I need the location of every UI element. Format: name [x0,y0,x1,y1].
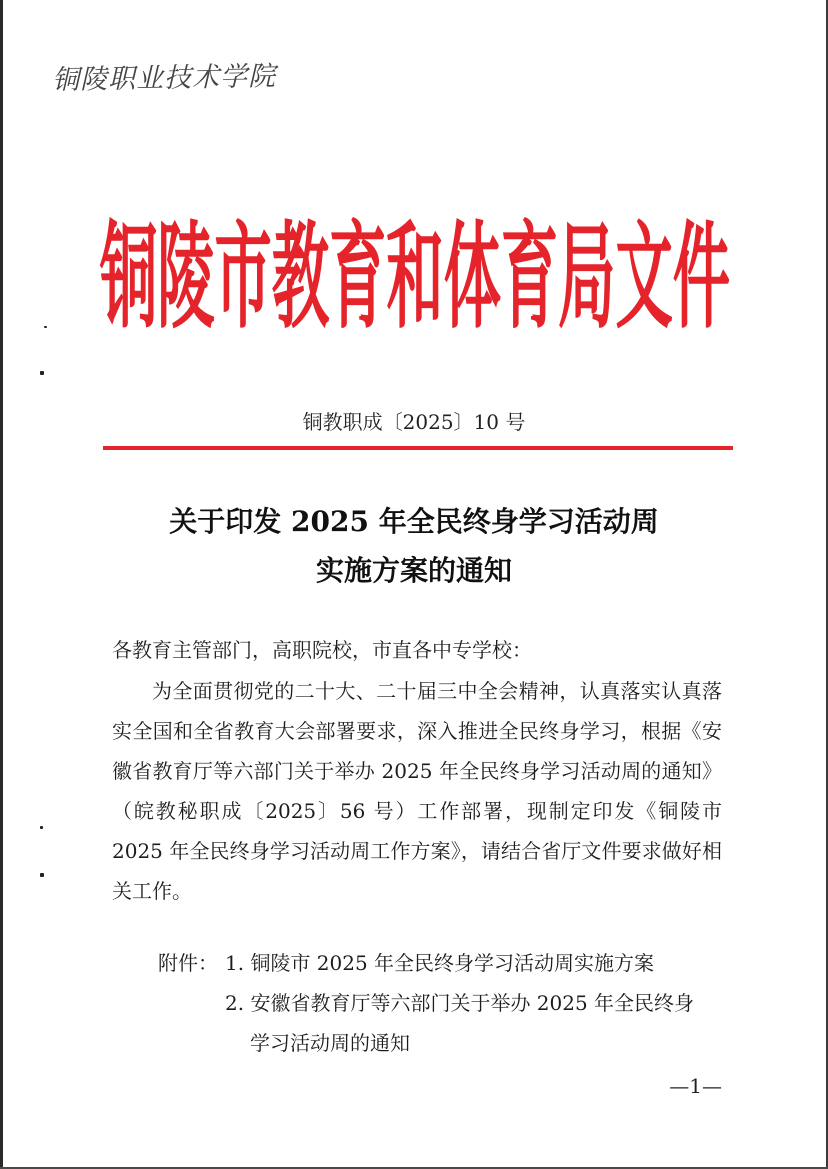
document-number: 铜教职成〔2025〕10 号 [302,410,526,434]
scan-speck [40,873,44,877]
body-paragraph: 为全面贯彻党的二十大、二十届三中全会精神，认真落实认真落实全国和全省教育大会部署要求，深入推进全民终身学习，根据《安徽省教育厅等六部门关于举办 2025 年全民终身学习活动周的通知》（皖教秘职成〔2025〕56 号）工作部署，现制定印发《铜陵市 2025 年全民终身学习活动周工作方案》，请结合省厅文件要求做好相关工作。 [112,679,722,903]
document-title-line1: 关于印发 2025 年全民终身学习活动周 [169,505,659,538]
page-number: —1— [669,1074,722,1098]
document-title-line2: 实施方案的通知 [315,554,512,587]
scan-speck [44,326,47,328]
attachments-label: 附件： [158,951,218,975]
masthead-title: 铜陵市教育和体育局文件 [100,209,731,345]
scan-speck [40,371,44,375]
attachment-item-2-line1: 2. 安徽省教育厅等六部门关于举办 2025 年全民终身 [225,991,695,1015]
handwritten-note: 铜陵职业技术学院 [51,61,277,96]
attachment-item-1: 1. 铜陵市 2025 年全民终身学习活动周实施方案 [225,951,655,975]
salutation: 各教育主管部门，高职院校，市直各中专学校： [112,638,532,662]
scan-speck [40,826,43,829]
red-divider-line [103,446,733,450]
attachment-item-2-line2: 学习活动周的通知 [250,1031,410,1055]
